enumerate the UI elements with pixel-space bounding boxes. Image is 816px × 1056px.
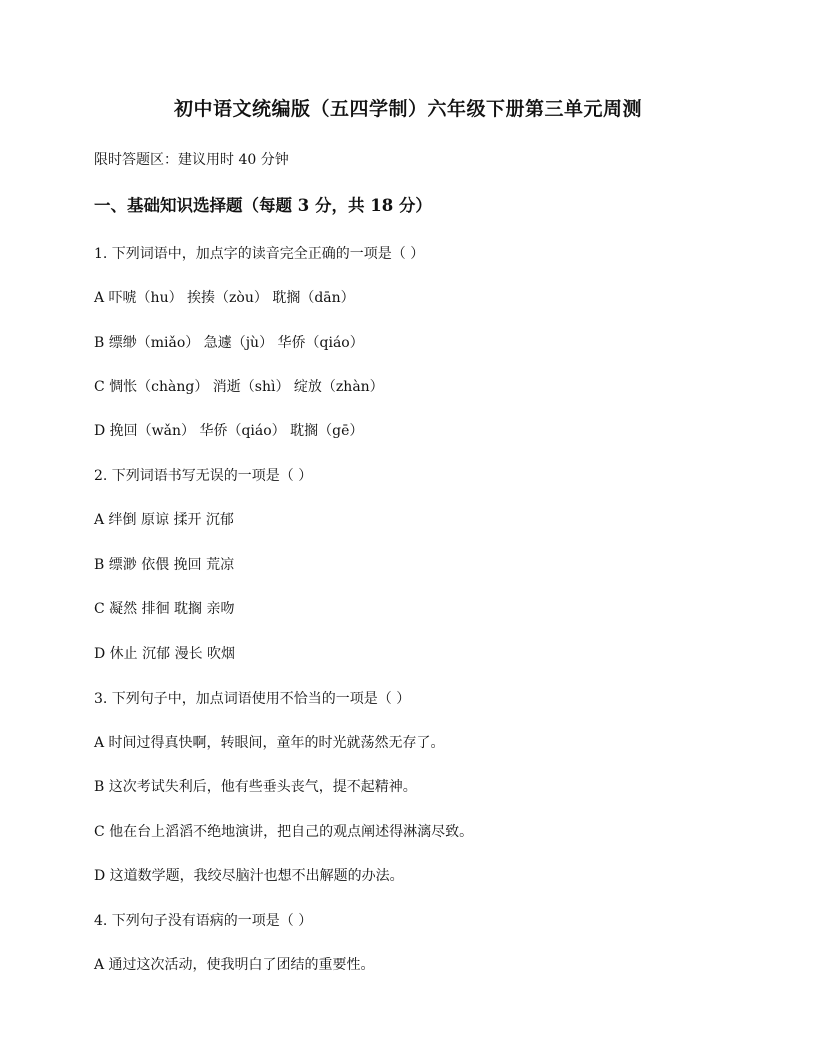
question-1-option-d: D 挽回（wǎn） 华侨（qiáo） 耽搁（gē）	[94, 423, 364, 439]
question-1-option-a: A 吓唬（hu） 挨揍（zòu） 耽搁（dān）	[94, 290, 355, 306]
question-2-option-b: B 缥渺 依偎 挽回 荒凉	[94, 557, 235, 573]
question-4-option-a: A 通过这次活动，使我明白了团结的重要性。	[94, 957, 375, 973]
question-2-option-d: D 休止 沉郁 漫长 吹烟	[94, 646, 236, 662]
question-stem-1: 1. 下列词语中，加点字的读音完全正确的一项是（ ）	[94, 246, 425, 262]
question-stem-3: 3. 下列句子中，加点词语使用不恰当的一项是（ ）	[94, 691, 411, 707]
question-2-option-a: A 绊倒 原谅 揉开 沉郁	[94, 512, 234, 528]
question-1-option-b: B 缥缈（miǎo） 急遽（jù） 华侨（qiáo）	[94, 335, 364, 351]
document-title: 初中语文统编版（五四学制）六年级下册第三单元周测	[173, 98, 642, 120]
question-stem-4: 4. 下列句子没有语病的一项是（ ）	[94, 913, 313, 929]
time-note: 限时答题区：建议用时 40 分钟	[94, 152, 289, 168]
question-stem-2: 2. 下列词语书写无误的一项是（ ）	[94, 468, 313, 484]
question-3-option-b: B 这次考试失利后，他有些垂头丧气，提不起精神。	[94, 779, 417, 795]
question-3-option-d: D 这道数学题，我绞尽脑汁也想不出解题的办法。	[94, 868, 404, 884]
section-heading: 一、基础知识选择题（每题 3 分，共 18 分）	[94, 196, 432, 215]
question-3-option-c: C 他在台上滔滔不绝地演讲，把自己的观点阐述得淋漓尽致。	[94, 824, 474, 840]
question-1-option-c: C 惆怅（chàng） 消逝（shì） 绽放（zhàn）	[94, 379, 384, 395]
question-2-option-c: C 凝然 排徊 耽搁 亲吻	[94, 601, 235, 617]
question-3-option-a: A 时间过得真快啊，转眼间，童年的时光就荡然无存了。	[94, 735, 445, 751]
